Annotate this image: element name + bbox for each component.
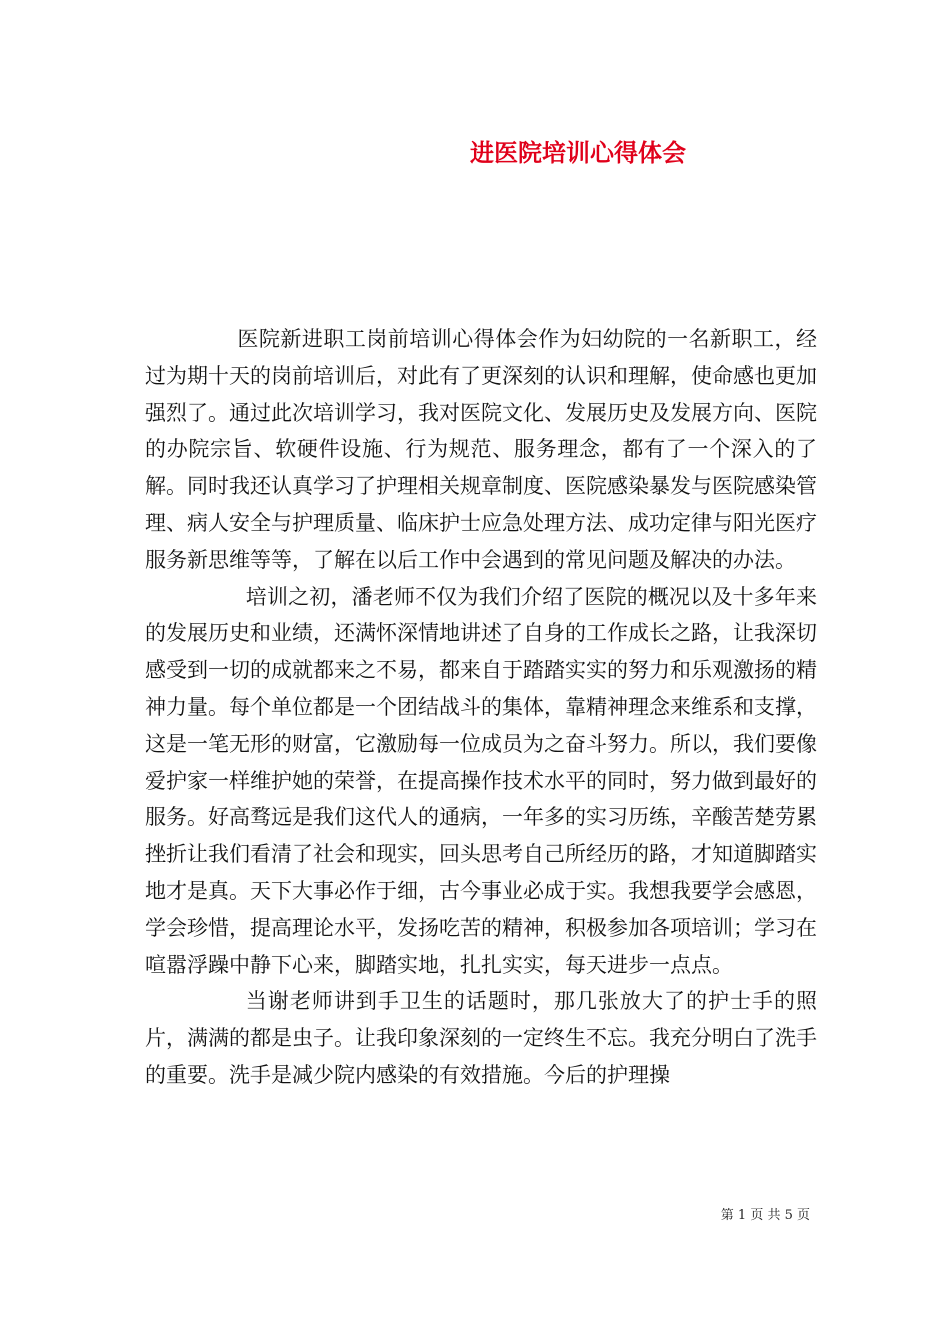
document-title: 进医院培训心得体会 xyxy=(470,138,686,167)
page-number-footer: 第 1 页 共 5 页 xyxy=(720,1208,810,1223)
paragraph-1: 医院新进职工岗前培训心得体会作为妇幼院的一名新职工，经过为期十天的岗前培训后，对此有了更深刻的认识和理解，使命感也更加强烈了。通过此次培训学习，我对医院文化、发展历史及发展方向、医院的办院宗旨、软硬件设施、行为规范、服务理念，都有了一个深入的了解。同时我还认真学习了护理相关规章制度、医院感染暴发与医院感染管理、病人安全与护理质量、临床护士应急处理方法、成功定律与阳光医疗服务新思维等等，了解在以后工作中会遇到的常见问题及解决的办法。 xyxy=(145,327,817,572)
paragraph-3: 当谢老师讲到手卫生的话题时，那几张放大了的护士手的照片，满满的都是虫子。让我印象深刻的一定终生不忘。我充分明白了洗手的重要。洗手是减少院内感染的有效措施。今后的护理操 xyxy=(145,989,817,1087)
document-body xyxy=(145,321,817,1094)
paragraph-2: 培训之初，潘老师不仅为我们介绍了医院的概况以及十多年来的发展历史和业绩，还满怀深情地讲述了自身的工作成长之路，让我深切感受到一切的成就都来之不易，都来自于踏踏实实的努力和乐观激扬的精神力量。每个单位都是一个团结战斗的集体，靠精神理念来维系和支撑，这是一笔无形的财富，它激励每一位成员为之奋斗努力。所以，我们要像爱护家一样维护她的荣誉，在提高操作技术水平的同时，努力做到最好的服务。好高骛远是我们这代人的通病，一年多的实习历练，辛酸苦楚劳累挫折让我们看清了社会和现实，回头思考自己所经历的路，才知道脚踏实地才是真。天下大事必作于细，古今事业必成于实。我想我要学会感恩，学会珍惜，提高理论水平，发扬吃苦的精神，积极参加各项培训；学习在喧嚣浮躁中静下心来，脚踏实地，扎扎实实，每天进步一点点。 xyxy=(145,584,817,977)
